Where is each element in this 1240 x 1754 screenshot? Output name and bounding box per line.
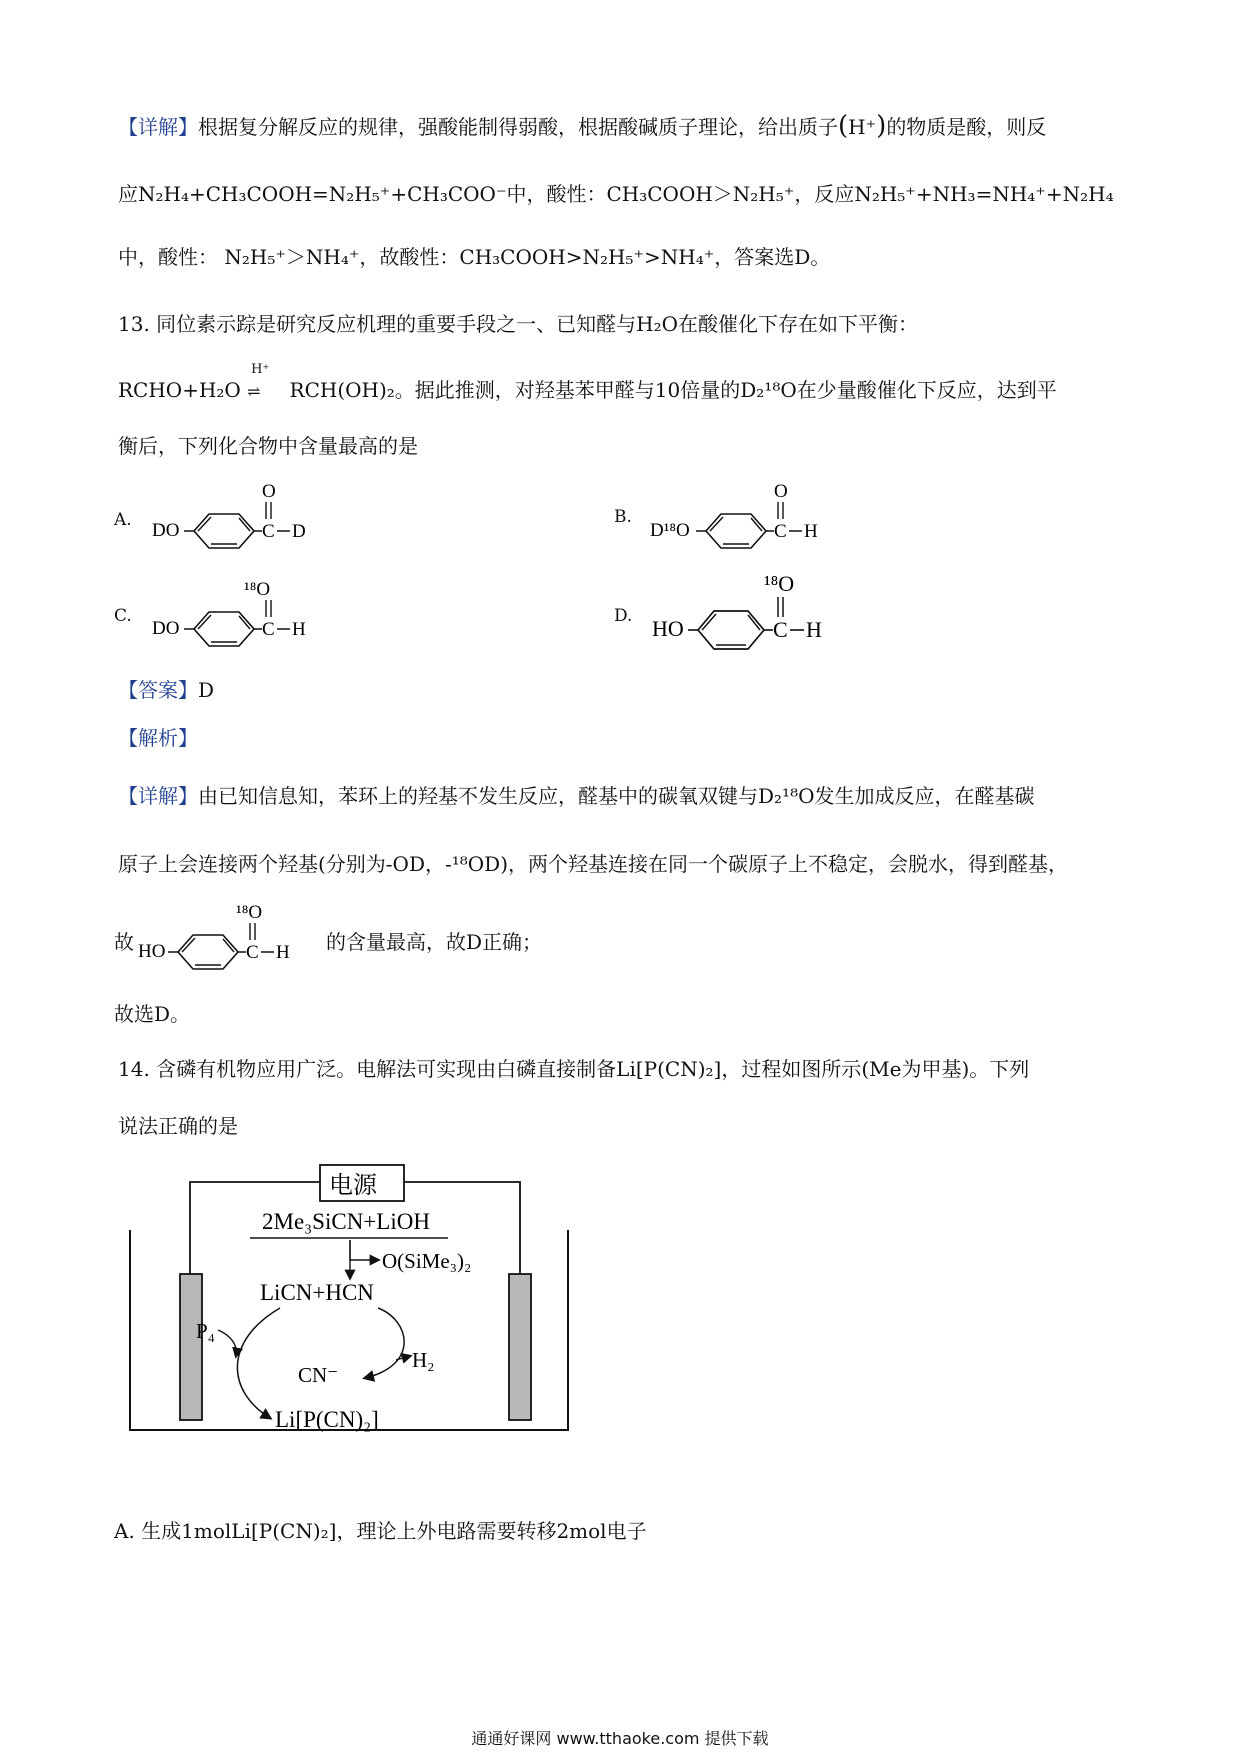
prev-line1-text: 根据复分解反应的规律，强酸能制得弱酸，根据酸碱质子理论，给出质子	[198, 115, 838, 139]
answer-tag: 【答案】	[118, 678, 198, 702]
svg-text:C: C	[774, 521, 787, 542]
option-c-left-group: DO	[152, 618, 180, 639]
eq-right: RCH(OH)₂	[289, 378, 395, 402]
option-d-carbonyl-o: ¹⁸O	[764, 571, 795, 596]
svg-text:C: C	[773, 617, 788, 642]
q13-stem-line1: 13. 同位素示踪是研究反应机理的重要手段之一、已知醛与H₂O在酸催化下存在如下平衡：	[118, 312, 919, 336]
q13-stem-line2: 。据此推测，对羟基苯甲醛与10倍量的D₂¹⁸O在少量酸催化下反应，达到平	[394, 378, 1057, 402]
top-reaction-text: 2Me₃SiCN+LiOH	[262, 1209, 430, 1234]
product-label: Li[P(CN)₂]	[275, 1407, 379, 1432]
right-cycle-arc	[365, 1308, 404, 1378]
detail-tag: 【详解】	[118, 115, 198, 139]
prev-detail-line3: 中，酸性： N₂H₅⁺＞NH₄⁺，故酸性：CH₃COOH>N₂H₅⁺>NH₄⁺，答案选D。	[118, 245, 831, 269]
benzene-ring-icon	[194, 612, 254, 646]
option-c-carbonyl-o: ¹⁸O	[244, 579, 271, 600]
option-b-left-group: D¹⁸O	[650, 520, 690, 541]
option-b-label: B.	[614, 507, 632, 527]
option-c-structure	[146, 576, 326, 648]
option-d-label: D.	[614, 606, 633, 626]
q13-detail-line1	[118, 782, 1034, 810]
eq-catalyst: H⁺	[251, 362, 270, 377]
option-b-right-atom: H	[804, 521, 818, 542]
svg-text:C: C	[262, 619, 275, 640]
cathode-electrode	[509, 1274, 531, 1420]
analysis-tag: 【解析】	[118, 726, 198, 750]
option-a-right-atom: D	[292, 521, 306, 542]
byproduct-text: O(SiMe₃)₂	[382, 1249, 472, 1273]
q13-detail-line2: 原子上会连接两个羟基(分别为-OD，-¹⁸OD)，两个羟基连接在同一个碳原子上不稳定，会脱水，得到醛基，	[118, 852, 1069, 876]
option-b-structure	[650, 480, 850, 550]
benzene-ring-icon	[698, 611, 764, 649]
footer-text: 通通好课网 www.tthaoke.com 提供下载	[471, 1729, 769, 1748]
detail-structure	[138, 900, 318, 972]
detail-tag: 【详解】	[118, 784, 198, 808]
detail-left-group: HO	[138, 941, 166, 962]
electrolysis-diagram	[120, 1160, 580, 1440]
benzene-ring-icon	[178, 935, 238, 969]
option-b-carbonyl-o: O	[774, 481, 788, 502]
option-a-left-group: DO	[152, 520, 180, 541]
q13-stem-line3: 衡后，下列化合物中含量最高的是	[118, 434, 418, 458]
prev-line1-end: 的物质是酸，则反	[886, 115, 1047, 139]
option-d-structure	[652, 570, 852, 650]
benzene-ring-icon	[706, 514, 766, 548]
power-source-label: 电源	[329, 1173, 377, 1199]
prev-detail-line1	[118, 112, 1046, 141]
q13-detail3-pre: 故	[114, 930, 134, 954]
middle-reaction-text: LiCN+HCN	[260, 1280, 374, 1305]
p4-label: P₄	[196, 1319, 216, 1343]
proton-symbol: (H⁺)	[838, 111, 887, 141]
eq-arrow: H⁺ ⇌	[247, 376, 283, 406]
anode-electrode	[180, 1274, 202, 1420]
cn-label: CN⁻	[298, 1363, 339, 1387]
svg-text:C: C	[262, 521, 275, 542]
detail-right-atom: H	[276, 942, 290, 963]
left-cycle-arc	[237, 1308, 280, 1418]
option-d-left-group: HO	[652, 616, 684, 641]
eq-left: RCHO+H₂O	[118, 378, 241, 402]
answer-value: D	[198, 678, 215, 702]
option-a-carbonyl-o: O	[262, 481, 276, 502]
option-d-right-atom: H	[806, 617, 822, 642]
q14-option-a: A. 生成1molLi[P(CN)₂]，理论上外电路需要转移2mol电子	[114, 1519, 647, 1543]
q14-stem-line1: 14. 含磷有机物应用广泛。电解法可实现由白磷直接制备Li[P(CN)₂]，过程如图所示(Me为甲基)。下列	[118, 1057, 1030, 1081]
q13-detail3-post: 的含量最高，故D正确；	[326, 930, 543, 954]
q13-equilibrium-line	[118, 362, 1057, 406]
detail-carbonyl-o: ¹⁸O	[236, 902, 263, 923]
answer-line	[118, 676, 214, 704]
svg-text:C: C	[246, 942, 259, 963]
q13-conclusion: 故选D。	[114, 1002, 191, 1026]
option-c-right-atom: H	[292, 619, 306, 640]
option-a-label: A.	[114, 510, 132, 530]
option-c-label: C.	[114, 606, 132, 626]
q14-stem-line2: 说法正确的是	[118, 1114, 238, 1138]
option-a-structure	[146, 480, 326, 550]
prev-detail-line2: 应N₂H₄+CH₃COOH=N₂H₅⁺+CH₃COO⁻中，酸性：CH₃COOH＞N₂H₅⁺，反应N₂H₅⁺+NH₃=NH₄⁺+N₂H₄	[118, 182, 1114, 206]
benzene-ring-icon	[194, 514, 254, 548]
h2-label: H₂	[412, 1348, 435, 1372]
q13-detail1-text: 由已知信息知，苯环上的羟基不发生反应，醛基中的碳氧双键与D₂¹⁸O发生加成反应，在醛基碳	[198, 784, 1035, 808]
